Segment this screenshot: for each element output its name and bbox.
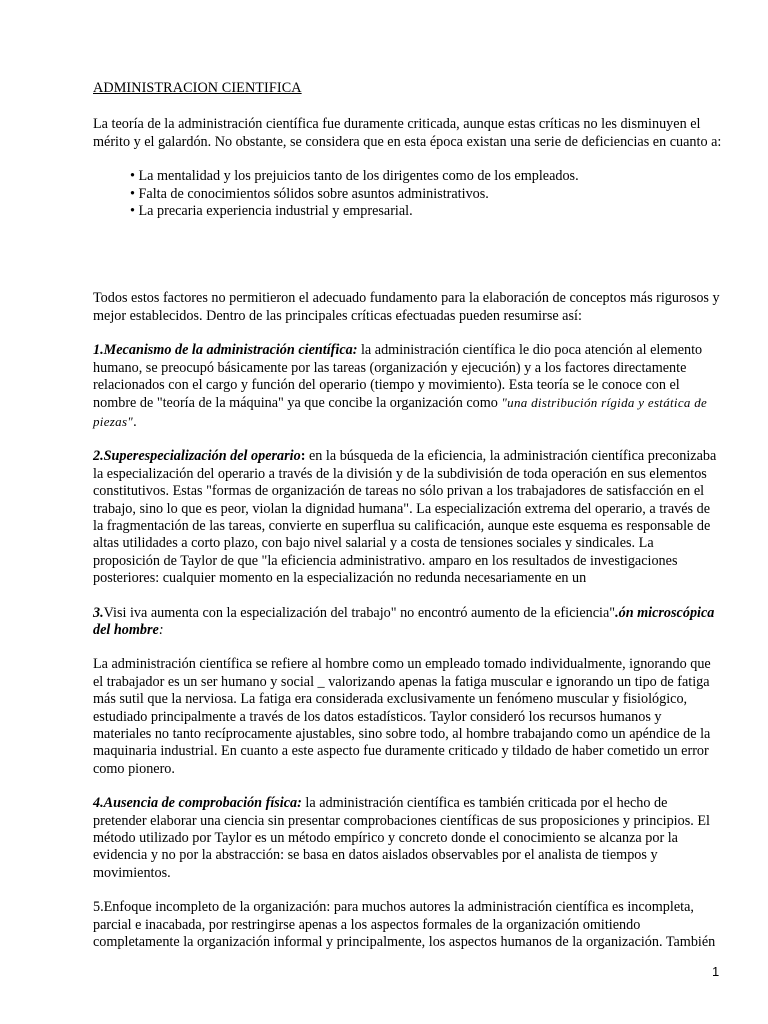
- section-5-paragraph: 5.Enfoque incompleto de la organización: para muchos autores la administración científica es incompleta, parcial e inacabada, por restringirse apenas a los aspectos formales de la organización omitiendo completamente la organización informal y principalmente, los aspectos humanos de la organización. También: [93, 899, 716, 951]
- section-4-text: la administración científica es también criticada por el hecho de pretender elaborar una ciencia sin presentar comprobaciones científicas de sus proposiciones y principios. El método utilizado por Taylor es un método empírico y concreto donde el conocimiento se alcanza por la evidencia y no por la abstracción: se basa en datos aislados observables por el analista de tiempos y movimientos.: [93, 795, 710, 881]
- document-body: [93, 80, 723, 951]
- factors-paragraph: Todos estos factores no permitieron el adecuado fundamento para la elaboración de conceptos más rigurosos y mejor establecidos. Dentro de las principales críticas efectuadas pueden resumirse así:: [93, 290, 720, 324]
- section-1-paragraph: [93, 342, 723, 431]
- list-item: • La mentalidad y los prejuicios tanto de los dirigentes como de los empleados.: [130, 168, 579, 185]
- section-3-number: 3.: [93, 604, 104, 621]
- section-1-heading: 1.Mecanismo de la administración científica:: [93, 342, 358, 359]
- list-item: • La precaria experiencia industrial y empresarial.: [130, 203, 413, 220]
- section-1-end: .: [133, 413, 137, 430]
- section-3-heading-line: [93, 605, 723, 640]
- deficiency-list: [130, 168, 723, 220]
- section-2-paragraph: [93, 448, 723, 587]
- page-number: 1: [712, 964, 720, 979]
- section-2-text: en la búsqueda de la eficiencia, la administración científica preconizaba la especialización del operario a través de la división y de la subdivisión de toda operación en sus elementos constitutivos. Estas "formas de organización de tareas no sólo privan a los trabajadores de satisfacción en el trabajo, sino lo que es peor, violan la dignidad humana". La especialización extrema del operario, a través de la fragmentación de las tareas, convierte en superflua su calificación, aunque este esquema es responsable de altas utilidades a corto plazo, con bajo nivel salarial y a costa de tensiones sociales y sindicales. La proposición de Taylor de que "la eficiencia administrativo. amparo en los resultados de investigaciones posteriores: cualquier momento en la especialización no redunda necesariamente en un: [93, 448, 717, 587]
- section-3-body: La administración científica se refiere al hombre como un empleado tomado individualmente, ignorando que el trabajador es un ser humano y social _ valorizando apenas la fatiga muscular e ignorando un tipo de fatiga más sutil que la nerviosa. La fatiga era considerada exclusivamente un fenómeno muscular y fisiológico, estudiado principalmente a través de los datos estadísticos. Taylor consideró los recursos humanos y materiales no tanto recíprocamente ajustables, sino sobre todo, al hombre trabajando como un apéndice de la maquinaria industrial. En cuanto a este aspecto fue duramente criticado y tildado de haber cometido un error como pionero.: [93, 656, 711, 777]
- document-title: ADMINISTRACION CIENTIFICA: [93, 80, 302, 96]
- section-3-text: Visi iva aumenta con la especialización del trabajo" no encontró aumento de la eficiencia": [103, 604, 616, 621]
- list-item: • Falta de conocimientos sólidos sobre asuntos administrativos.: [130, 185, 489, 202]
- section-1-text: la administración científica le dio poca atención al elemento humano, se preocupó básicamente por las tareas (organización y ejecución) y a los factores directamente relacionados con el cargo y función del operario (tiempo y movimiento). Esta teoría se le conoce con el nombre de "teoría de la máquina" ya que concibe la organización como: [93, 342, 703, 412]
- section-2-colon: :: [300, 448, 306, 465]
- section-3-heading: .ón microscópica del hombre: [93, 604, 715, 638]
- section-4-heading: 4.Ausencia de comprobación física:: [93, 795, 302, 812]
- section-4-paragraph: [93, 795, 723, 882]
- section-1-quote: "una distribución rígida y estática de piezas": [93, 395, 708, 429]
- intro-paragraph: La teoría de la administración científica fue duramente criticada, aunque estas críticas no les disminuyen el mérito y el galardón. No obstante, se considera que en esta época existan una serie de deficiencias en cuanto a:: [93, 116, 722, 150]
- section-3-colon: :: [158, 621, 164, 638]
- section-2-heading: 2.Superespecialización del operario: [93, 448, 301, 465]
